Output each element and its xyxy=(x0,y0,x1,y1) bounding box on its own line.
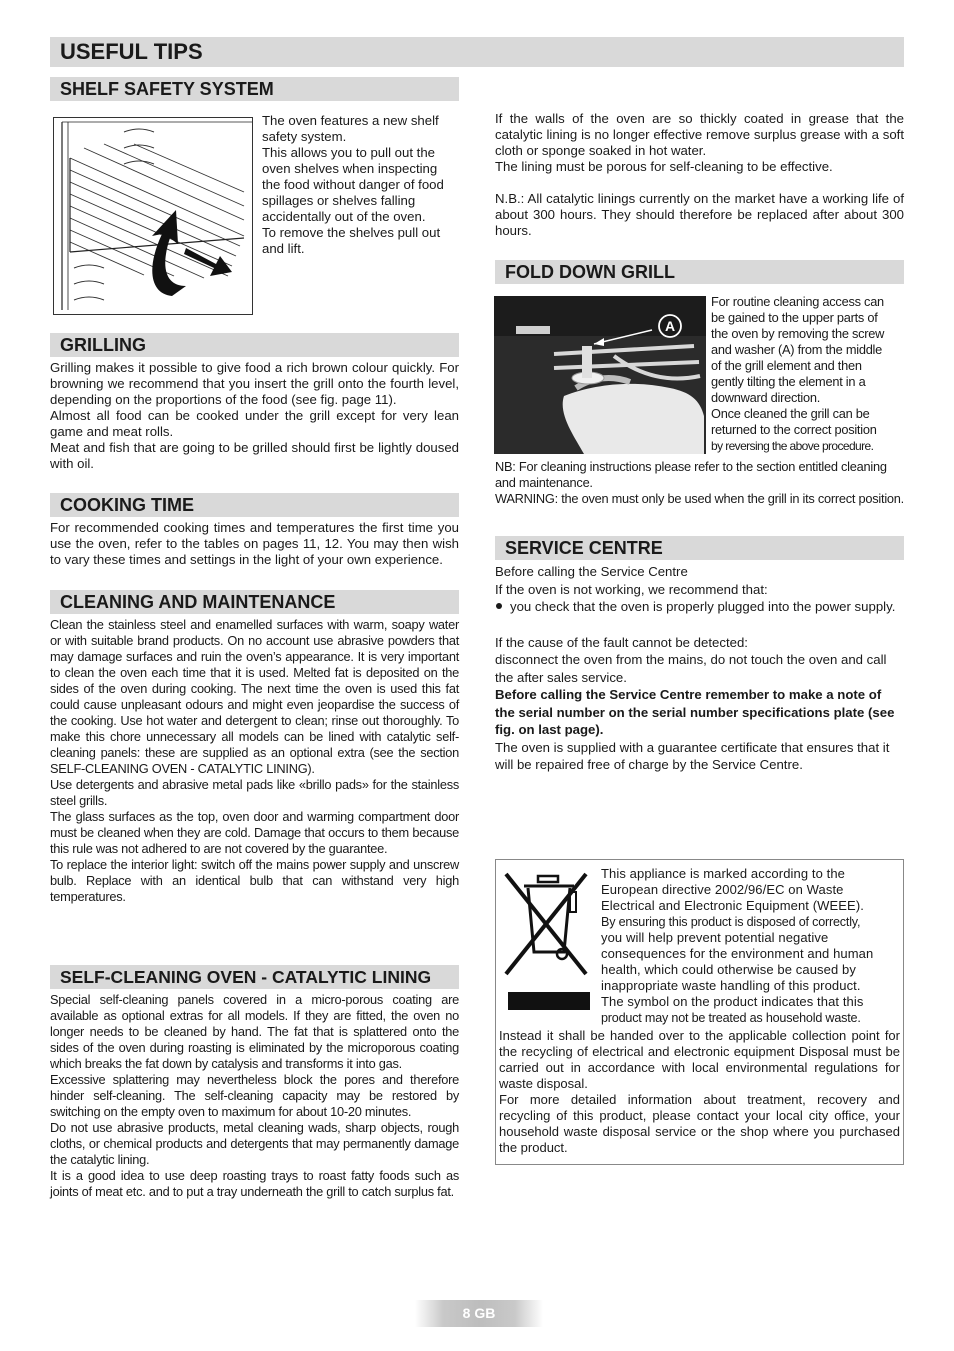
section-heading-shelf-safety: SHELF SAFETY SYSTEM xyxy=(50,77,459,101)
service-centre-text: Before calling the Service Centre If the oven is not working, we recommend that: you check that the oven is properly plugged into the power supply. If the cause of the fault cannot be detected: disconnect the oven from the mains, do not touch the oven and call the after sales service. Before calling the Service Centre remember to make a note of the serial number on the serial number specifications plate (see fig. on last page). The oven is supplied with a guarantee certificate that ensures that it will be repaired free of charge by the Service Centre. xyxy=(495,564,896,772)
catalytic-text: Special self-cleaning panels covered in a micro-porous coating are available as optional extras for all models. If they are fitted, the oven no longer needs to be cleaned by hand. The fat that is splattered onto the sides of the oven during roasting is eliminated by the microporous coating which breaks the fat down by catalysis and transforms it into gas. Excessive splattering may nevertheless block the pores and therefore hinder self-cleaning. The self-cleaning capacity may be restored by switching on the empty oven to maximum for about 10-20 minutes. Do not use abrasive products, metal cleaning wads, sharp objects, rough cloths, or chemical products and detergents that may permanently damage the catalytic lining. It is a good idea to use deep roasting trays to roast fatty foods such as joints of meat etc. and to put a tray underneath the grill to catch surplus fat. xyxy=(50,992,459,1199)
section-heading-cooking-time: COOKING TIME xyxy=(50,493,459,517)
shelf-safety-text: The oven features a new shelf safety system. This allows you to pull out the oven shelves when inspecting the food without danger of food spillages or shelves falling accidentally out of the oven. To remove the shelves pull out and lift. xyxy=(262,113,444,256)
weee-bottom-text: Instead it shall be handed over to the applicable collection point for the recycling of electrical and electronic equipment Disposal must be carried out in accordance with local environmental regulations for waste disposal. For more detailed information about treatment, recovery and recycling of this product, please contact your local city office, your household waste disposal service or the shop where you purchased the product. xyxy=(499,1028,900,1155)
page-number: 8 GB xyxy=(462,1305,496,1321)
cleaning-text: Clean the stainless steel and enamelled surfaces with warm, soapy water or with suitable brand products. On no account use abrasive powders that may damage surfaces and ruin the oven’s appearance. It is very important to clean the oven each time that it is used. Melted fat is deposited on the sides of the oven during cooking. The next time the oven is used this fat could cause unpleasant odours and might even jeopardise the success of the cooking. Use hot water and detergent to clean; rinse out thoroughly. To make this chore unnecessary all models can be lined with catalytic self-cleaning panels: these are supplied as an optional extra (see the section SELF-CLEANING OVEN - CATALYTIC LINING). Use detergents and abrasive metal pads like «brillo pads» for the stainless steel grills. The glass surfaces as the top, oven door and warming compartment door must be cleaned when they are cold. Damage that occurs to them because this rule was not adhered to are not covered by the guarantee. To replace the interior light: switch off the mains power supply and unscrew bulb. Replace with an identical bulb that can withstand very high temperatures. xyxy=(50,617,459,904)
section-heading-grilling: GRILLING xyxy=(50,333,459,357)
page-number-tab xyxy=(415,1300,543,1327)
section-heading-catalytic: SELF-CLEANING OVEN - CATALYTIC LINING xyxy=(50,965,459,989)
fold-down-grill-notes: NB: For cleaning instructions please refer to the section entitled cleaning and maintenance. WARNING: the oven must only be used when the grill in its correct position. xyxy=(495,459,904,506)
page-title: USEFUL TIPS xyxy=(50,37,904,67)
section-heading-service-centre: SERVICE CENTRE xyxy=(495,536,904,560)
grilling-text: Grilling makes it possible to give food a rich brown colour quickly. For browning we recommend that you insert the grill onto the fourth level, depending on the proportions of the food (see fig. page 11). Almost all food can be cooked under the grill except for very lean game and meat rolls. Meat and fish that are going to be grilled should first be lightly doused with oil. xyxy=(50,360,459,471)
grill-label-a: A xyxy=(664,318,676,334)
fold-down-grill-photo xyxy=(494,296,706,454)
section-heading-fold-down-grill: FOLD DOWN GRILL xyxy=(495,260,904,284)
weee-side-text: This appliance is marked according to the European directive 2002/96/EC on Waste Electrical and Electronic Equipment (WEEE). By ensuring this product is disposed of correctly, you will help prevent potential negative consequences for the environment and human health, which could otherwise be caused by inappropriate waste handling of this product. The symbol on the product indicates that this product may not be treated as household waste. xyxy=(601,866,874,1025)
weee-notice-box xyxy=(495,859,904,1165)
cooking-time-text: For recommended cooking times and temperatures the first time you use the oven, refer to the tables on pages 11, 12. You may then wish to vary these times and settings in the light of your own experience. xyxy=(50,520,459,567)
crossed-bin-icon xyxy=(502,868,594,1014)
catalytic-continued-text: If the walls of the oven are so thickly coated in grease that the catalytic lining is no longer effective remove surplus grease with a soft cloth or sponge soaked in hot water. The lining must be porous for self-cleaning to be effective. N.B.: All catalytic linings currently on the market have a working life of about 300 hours. They should therefore be replaced after about 300 hours. xyxy=(495,111,904,238)
bullet-dot xyxy=(496,603,502,609)
section-heading-cleaning: CLEANING AND MAINTENANCE xyxy=(50,590,459,614)
fold-down-grill-side-text: For routine cleaning access can be gained to the upper parts of the oven by removing the screw and washer (A) from the middle of the grill element and then gently tilting the element in a downward direction. Once cleaned the grill can be returned to the correct position by reversing the above procedure. xyxy=(711,294,885,453)
shelf-safety-illustration xyxy=(53,117,253,315)
